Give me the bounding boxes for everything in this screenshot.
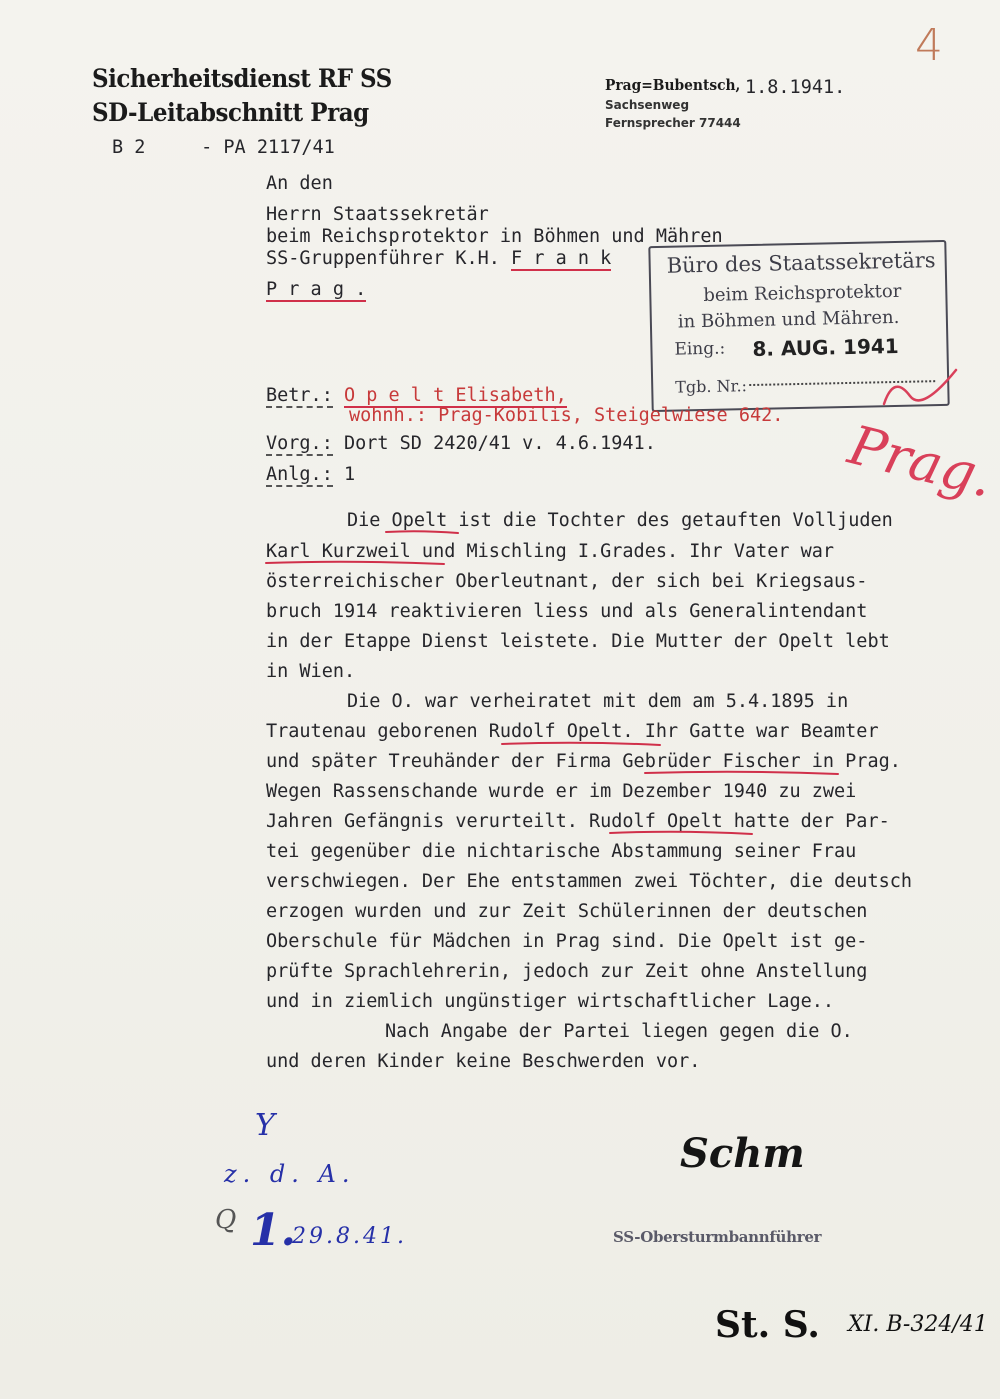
body-p2-line-11: und in ziemlich ungünstiger wirtschaftlicher Lage..	[266, 991, 835, 1012]
sender-line-2: SD-Leitabschnitt Prag	[92, 98, 369, 127]
underline-kurzweil	[266, 562, 444, 564]
red-checkmark	[880, 366, 960, 416]
underline-rudolf-opelt-1	[502, 743, 660, 745]
street: Sachsenweg	[605, 98, 690, 112]
body-p1-line-6: in Wien.	[266, 661, 356, 682]
place: Prag=Bubentsch,	[605, 76, 741, 94]
body-p2-line-1: Die O. war verheiratet mit dem am 5.4.1895 in	[347, 691, 849, 712]
underline-gebrueder-fischer	[645, 772, 838, 774]
vorg-label: Vorg.:	[266, 433, 333, 454]
stamp-line-1: Büro des Staatssekretärs	[666, 248, 936, 278]
betr-name: O p e l t Elisabeth,	[343, 385, 567, 406]
address-rank: SS-Gruppenführer K.H.	[266, 248, 500, 269]
body-p1-line-1: Die Opelt ist die Tochter des getauften Volljuden	[347, 510, 893, 531]
body-p2-line-9: Oberschule für Mädchen in Prag sind. Die Opelt ist ge-	[266, 931, 868, 952]
blue-note-3: 1.	[250, 1205, 296, 1256]
letter-date: 1.8.1941.	[745, 77, 846, 98]
underline-opelt-1	[386, 531, 458, 533]
body-p2-line-10: prüfte Sprachlehrerin, jedoch zur Zeit ohne Anstellung	[266, 961, 868, 982]
pencil-note: Q	[215, 1205, 237, 1235]
address-name: F r a n k	[511, 248, 612, 269]
page-number-mark: 4	[915, 20, 943, 71]
file-ref-gothic: St. S.	[715, 1304, 820, 1346]
underline-rudolf-opelt-2	[610, 832, 752, 834]
anlg-text: 1	[343, 464, 356, 485]
sender-line-1: Sicherheitsdienst RF SS	[92, 64, 392, 93]
body-p1-line-5: in der Etappe Dienst leistete. Die Mutter der Opelt lebt	[266, 631, 890, 652]
body-p2-line-2: Trautenau geborenen Rudolf Opelt. Ihr Gatte war Beamter	[266, 721, 879, 742]
body-p1-line-3: österreichischer Oberleutnant, der sich bei Kriegsaus-	[266, 571, 868, 592]
body-p2-line-3: und später Treuhänder der Firma Gebrüder Fischer in Prag.	[266, 751, 901, 772]
body-p2-line-8: erzogen wurden und zur Zeit Schülerinnen der deutschen	[266, 901, 868, 922]
body-p1-line-4: bruch 1914 reaktivieren liess und als Generalintendant	[266, 601, 868, 622]
address-line-2: Herrn Staatssekretär	[266, 204, 489, 225]
reference-b: B 2	[112, 137, 146, 158]
stamp-line-2: beim Reichsprotektor	[703, 280, 902, 306]
body-p2-line-7: verschwiegen. Der Ehe entstammen zwei Töchter, die deutsch	[266, 871, 913, 892]
vorg-text: Dort SD 2420/41 v. 4.6.1941.	[343, 433, 656, 454]
signature: Schm	[680, 1130, 805, 1177]
body-p3-line-1: Nach Angabe der Partei liegen gegen die O.	[385, 1021, 853, 1042]
stamp-tgb-label: Tgb. Nr.:	[675, 376, 748, 397]
phone: Fernsprecher 77444	[605, 116, 741, 130]
blue-note-2: z. d. A.	[224, 1160, 356, 1188]
signatory-rank: SS-Obersturmbannführer	[613, 1228, 822, 1246]
red-handwriting: Prag.	[842, 413, 1000, 510]
reference-pa: - PA 2117/41	[201, 137, 335, 158]
file-ref-handwritten: XI. B-324/41	[848, 1312, 988, 1337]
stamp-eing-date: 8. AUG. 1941	[752, 333, 899, 361]
address-city-text: P r a g .	[266, 279, 367, 300]
stamp-line-3: in Böhmen und Mähren.	[677, 306, 900, 333]
address-line-1: An den	[266, 173, 333, 194]
blue-note-1: Y	[255, 1108, 275, 1143]
body-p3-line-2: und deren Kinder keine Beschwerden vor.	[266, 1051, 701, 1072]
anlg-label: Anlg.:	[266, 464, 333, 485]
betr-label: Betr.:	[266, 385, 333, 406]
betr-address: wohnh.: Prag-Kobilis, Steigelwiese 642.	[349, 405, 784, 426]
body-p2-line-5: Jahren Gefängnis verurteilt. Rudolf Opelt hatte der Par-	[266, 811, 890, 832]
address-line-3: beim Reichsprotektor in Böhmen und Mähren	[266, 226, 723, 247]
body-p2-line-4: Wegen Rassenschande wurde er im Dezember 1940 zu zwei	[266, 781, 857, 802]
blue-note-4: 29.8.41.	[292, 1224, 407, 1249]
body-p1-line-2: Karl Kurzweil und Mischling I.Grades. Ihr Vater war	[266, 541, 835, 562]
stamp-eing-label: Eing.:	[674, 338, 726, 360]
body-p2-line-6: tei gegenüber die nichtarische Abstammung seiner Frau	[266, 841, 857, 862]
